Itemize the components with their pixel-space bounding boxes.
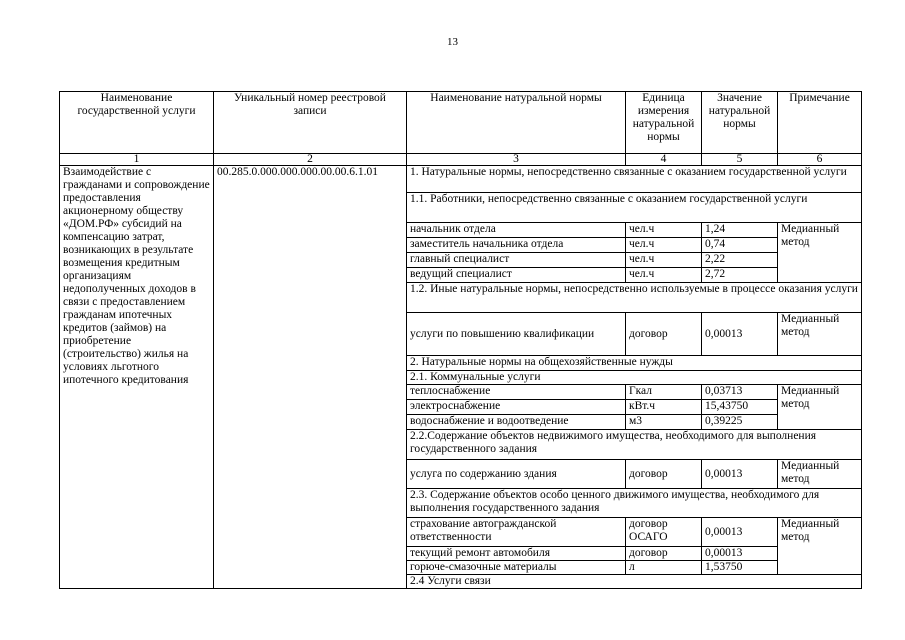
norm-name: заместитель начальника отдела — [407, 238, 626, 253]
norm-note: Медианный метод — [778, 460, 862, 489]
norm-name: услуги по повышению квалификации — [407, 313, 626, 356]
norm-unit: чел.ч — [626, 223, 702, 238]
column-number: 1 — [60, 154, 214, 166]
norm-value: 0,00013 — [702, 547, 778, 561]
norm-unit: договор — [626, 547, 702, 561]
norm-name: горюче-смазочные материалы — [407, 561, 626, 575]
norm-name: ведущий специалист — [407, 268, 626, 283]
section-heading: 2. Натуральные нормы на общехозяйственные нужды — [407, 356, 862, 371]
norm-note: Медианный метод — [778, 223, 862, 283]
norm-note: Медианный метод — [778, 385, 862, 430]
norm-name: теплоснабжение — [407, 385, 626, 400]
norm-name: начальник отдела — [407, 223, 626, 238]
registry-number-cell: 00.285.0.000.000.000.00.00.6.1.01 — [214, 166, 407, 589]
column-number: 6 — [778, 154, 862, 166]
natural-norms-table — [59, 91, 862, 589]
norm-unit: договор ОСАГО — [626, 518, 702, 547]
norm-unit: Гкал — [626, 385, 702, 400]
norm-unit: договор — [626, 313, 702, 356]
column-number: 5 — [702, 154, 778, 166]
norm-value: 0,00013 — [702, 460, 778, 489]
norm-name: текущий ремонт автомобиля — [407, 547, 626, 561]
column-number: 4 — [626, 154, 702, 166]
section-heading: 1.1. Работники, непосредственно связанные с оказанием государственной услуги — [407, 193, 862, 223]
header-registry-number: Уникальный номер реестровой записи — [214, 92, 407, 154]
norm-name: главный специалист — [407, 253, 626, 268]
section-heading: 2.2.Содержание объектов недвижимого имущества, необходимого для выполнения государственного задания — [407, 430, 862, 460]
norm-unit: договор — [626, 460, 702, 489]
norm-unit: м3 — [626, 415, 702, 430]
norm-note: Медианный метод — [778, 518, 862, 575]
norm-value: 2,22 — [702, 253, 778, 268]
norm-value: 0,39225 — [702, 415, 778, 430]
norm-note: Медианный метод — [778, 313, 862, 356]
section-heading: 1.2. Иные натуральные нормы, непосредственно используемые в процессе оказания услуги — [407, 283, 862, 313]
norm-name: электроснабжение — [407, 400, 626, 415]
norm-value: 0,00013 — [702, 313, 778, 356]
norm-unit: чел.ч — [626, 253, 702, 268]
section-heading: 2.1. Коммунальные услуги — [407, 371, 862, 385]
header-note: Примечание — [778, 92, 862, 154]
norm-value: 1,24 — [702, 223, 778, 238]
norm-value: 2,72 — [702, 268, 778, 283]
norm-name: страхование автогражданской ответственности — [407, 518, 626, 547]
norm-value: 0,74 — [702, 238, 778, 253]
norm-value: 1,53750 — [702, 561, 778, 575]
column-number: 2 — [214, 154, 407, 166]
section-heading: 1. Натуральные нормы, непосредственно связанные с оказанием государственной услуги — [407, 166, 862, 193]
norm-value: 15,43750 — [702, 400, 778, 415]
service-name-cell: Взаимодействие с гражданами и сопровождение предоставления акционерному обществу «ДОМ.РФ» субсидий на компенсацию затрат, возникающих в результате возмещения кредитным организациям недополученных доходов в связи с предоставлением гражданам ипотечных кредитов (займов) на приобретение (строительство) жилья на условиях льготного ипотечного кредитования — [60, 166, 214, 589]
table-header-row — [60, 92, 862, 154]
norm-value: 0,00013 — [702, 518, 778, 547]
header-unit: Единица измерения натуральной нормы — [626, 92, 702, 154]
norm-unit: чел.ч — [626, 238, 702, 253]
header-service-name: Наименование государственной услуги — [60, 92, 214, 154]
norm-unit: чел.ч — [626, 268, 702, 283]
header-norm-name: Наименование натуральной нормы — [407, 92, 626, 154]
header-value: Значение натуральной нормы — [702, 92, 778, 154]
norm-unit: кВт.ч — [626, 400, 702, 415]
norm-name: услуга по содержанию здания — [407, 460, 626, 489]
norm-unit: л — [626, 561, 702, 575]
section-heading: 2.4 Услуги связи — [407, 575, 862, 589]
norm-value: 0,03713 — [702, 385, 778, 400]
page-number: 13 — [447, 36, 458, 48]
norm-name: водоснабжение и водоотведение — [407, 415, 626, 430]
section-heading: 2.3. Содержание объектов особо ценного движимого имущества, необходимого для выполнения государственного задания — [407, 489, 862, 518]
column-number-row — [60, 154, 862, 166]
column-number: 3 — [407, 154, 626, 166]
